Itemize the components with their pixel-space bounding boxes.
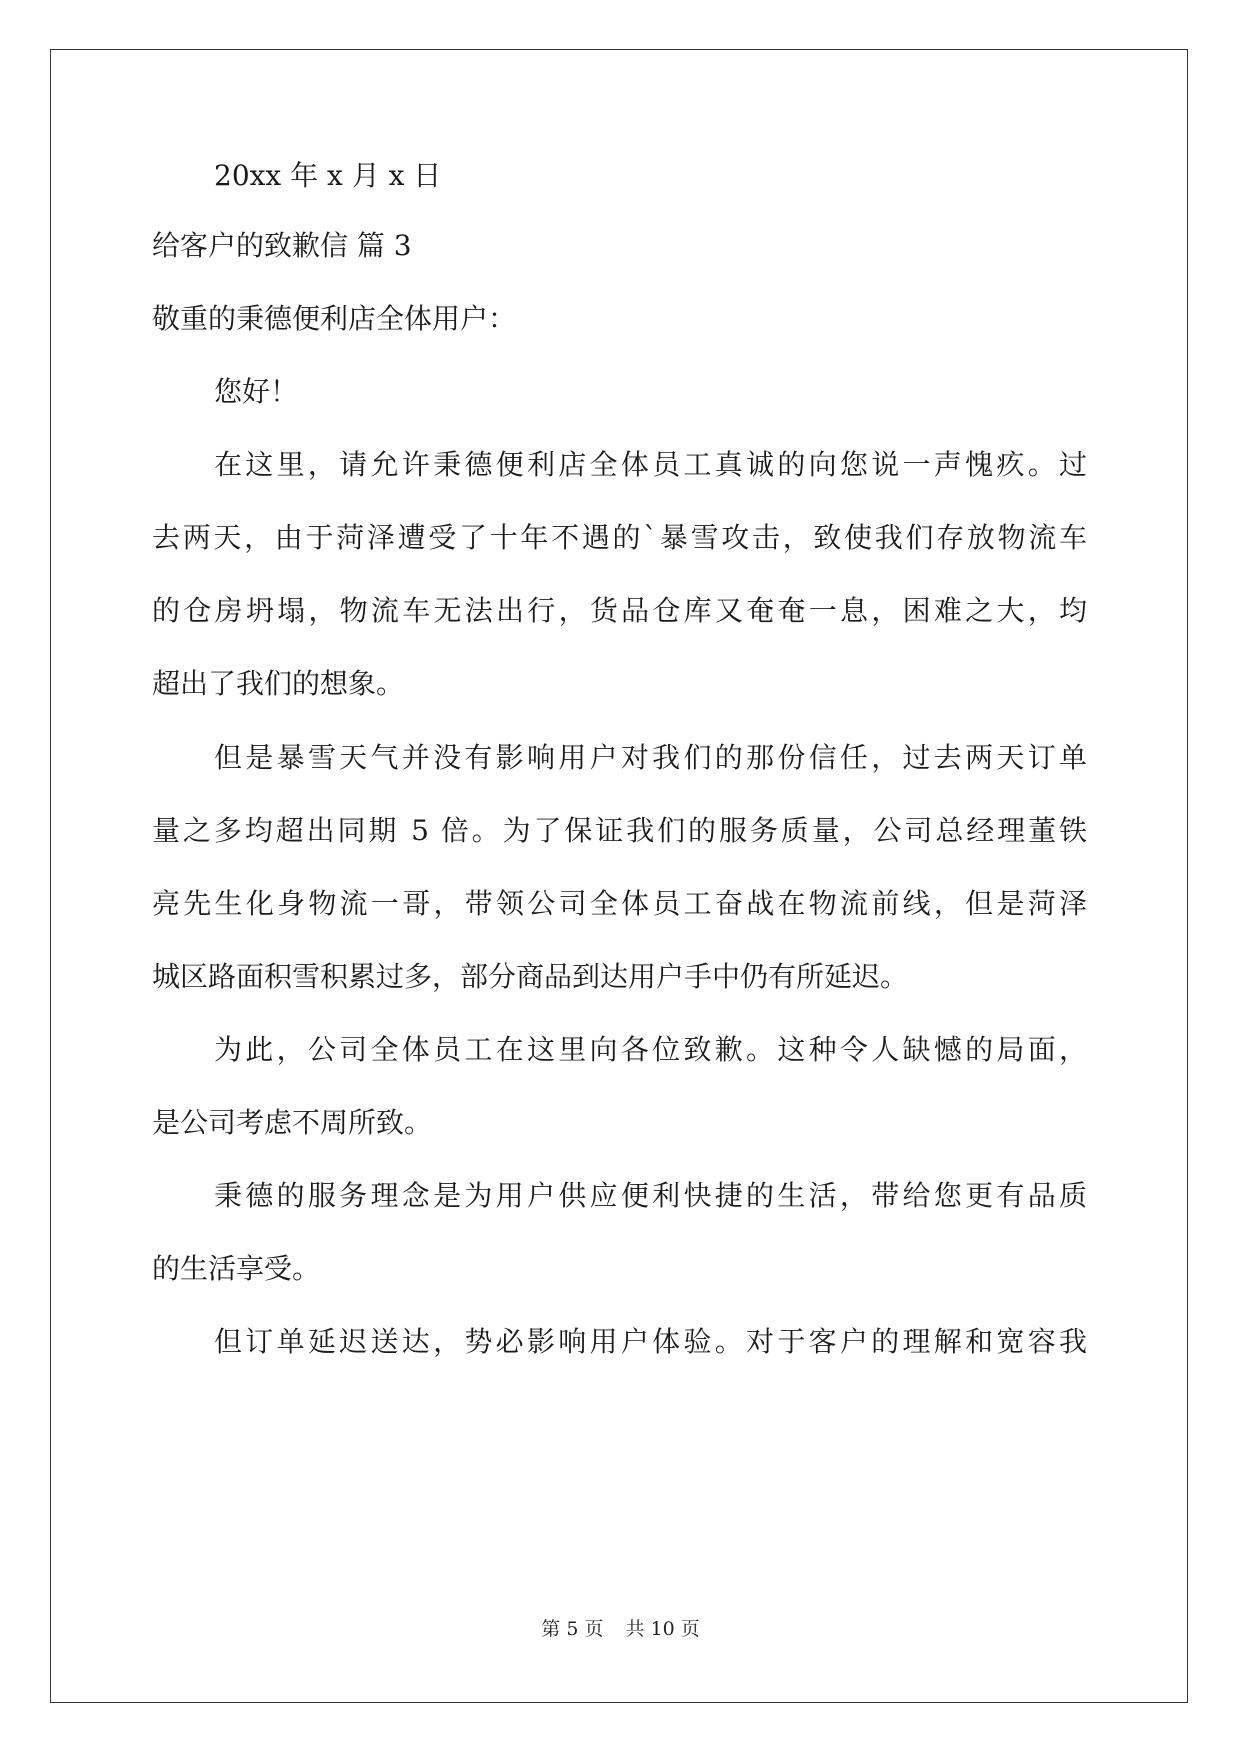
page-number-current: 第 5 页 (541, 1618, 604, 1640)
letter-title: 给客户的致歉信 篇 3 (152, 229, 412, 262)
paragraph-4-line-2: 的生活享受。 (152, 1252, 321, 1285)
paragraph-1-line-4: 超出了我们的想象。 (152, 667, 405, 700)
page-footer (0, 1617, 1241, 1641)
paragraph-1-line-2: 去两天，由于菏泽遭受了十年不遇的`暴雪攻击，致使我们存放物流车 (152, 521, 1087, 554)
date-line: 20xx 年 x 月 x 日 (214, 159, 442, 192)
paragraph-3-line-2: 是公司考虑不周所致。 (152, 1106, 433, 1139)
paragraph-1-line-1: 在这里，请允许秉德便利店全体员工真诚的向您说一声愧疚。过 (214, 448, 1087, 481)
paragraph-2-line-1: 但是暴雪天气并没有影响用户对我们的那份信任，过去两天订单 (214, 741, 1087, 774)
page-number-total: 共 10 页 (625, 1618, 700, 1640)
paragraph-1-line-3: 的仓房坍塌，物流车无法出行，货品仓库又奄奄一息，困难之大，均 (152, 594, 1087, 627)
paragraph-2-line-2: 量之多均超出同期 5 倍。为了保证我们的服务质量，公司总经理董铁 (152, 814, 1087, 847)
paragraph-2-line-4: 城区路面积雪积累过多，部分商品到达用户手中仍有所延迟。 (152, 960, 909, 993)
greeting: 您好！ (214, 375, 299, 408)
paragraph-5-line-1: 但订单延迟送达，势必影响用户体验。对于客户的理解和宽容我 (214, 1325, 1087, 1358)
paragraph-4-line-1: 秉德的服务理念是为用户供应便利快捷的生活，带给您更有品质 (214, 1179, 1087, 1212)
paragraph-3-line-1: 为此，公司全体员工在这里向各位致歉。这种令人缺憾的局面， (214, 1033, 1087, 1066)
page-border (50, 49, 1188, 1703)
salutation: 敬重的秉德便利店全体用户： (152, 302, 517, 335)
paragraph-2-line-3: 亮先生化身物流一哥，带领公司全体员工奋战在物流前线，但是菏泽 (152, 887, 1087, 920)
